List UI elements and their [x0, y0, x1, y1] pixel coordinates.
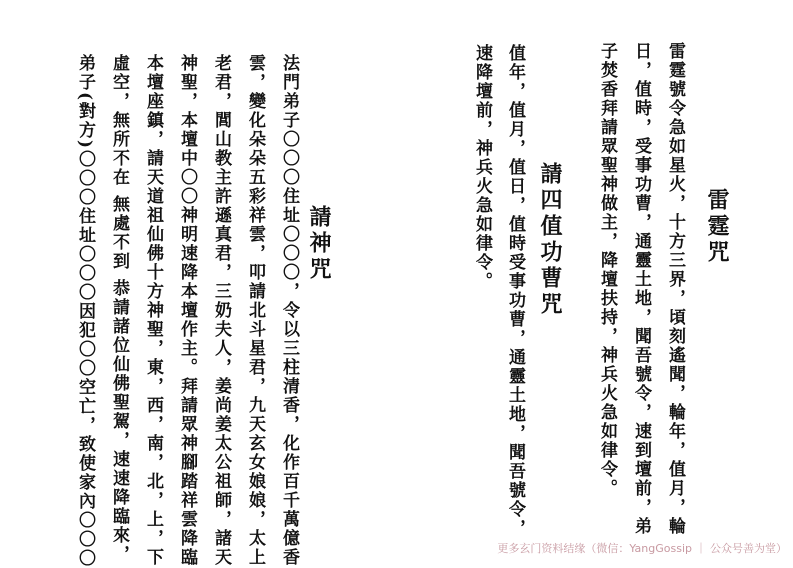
sizhi-title: 請四值功曹咒: [537, 162, 563, 318]
qingshen-line-6: 虛空，無所不在 無處不到 恭請諸位仙佛聖駕，速速降臨來，: [109, 54, 129, 564]
leishen-line-2: 日，值時，受事功曹，通靈土地，聞吾號令，速到壇前，弟: [631, 42, 651, 536]
sizhi-line-1: 值年，值月，值日，值時受事功曹，通靈土地，聞吾號令，: [505, 44, 525, 538]
qingshen-line-5: 本壇座鎮，請天道祖仙佛十方神聖，東，西，南，北，上，下: [143, 54, 163, 567]
leishen-title: 雷霆咒: [704, 188, 730, 266]
sizhi-line-2: 速降壇前，神兵火急如律令。: [472, 44, 492, 291]
footer-watermark: 更多玄门资料结缘（微信：YangGossip ｜ 公众号善为堂）: [497, 542, 787, 555]
leishen-line-1: [666, 42, 683, 536]
qingshen-title: 請神咒: [306, 205, 332, 283]
qingshen-line-3: 老君，閭山教主許遜真君，三奶夫人，姜尚姜太公祖師，諸天: [211, 54, 231, 567]
qingshen-line-2: 雲，變化朵朵五彩祥雲，叩請北斗星君，九天玄女娘娘，太上: [245, 54, 265, 567]
qingshen-line-1: 法門弟子〇〇〇住址〇〇〇，令以三柱清香，化作百千萬億香: [279, 54, 299, 567]
leishen-line-1-tail: 輪年，值月，輪: [665, 403, 685, 536]
leishen-line-3: 子焚香拜請眾聖神做主，降壇扶持，神兵火急如律令。: [597, 42, 617, 498]
leishen-line-1-text: 雷霆號令急如星火，十方三界，頃刻遙聞，: [665, 42, 685, 403]
qingshen-line-7: 弟子(對方)〇〇〇住址〇〇〇因犯〇〇空亡，致使家內〇〇〇: [75, 54, 95, 568]
qingshen-line-4: 神聖，本壇中〇〇神明速降本壇作主。拜請眾神腳踏祥雲降臨: [177, 54, 197, 567]
